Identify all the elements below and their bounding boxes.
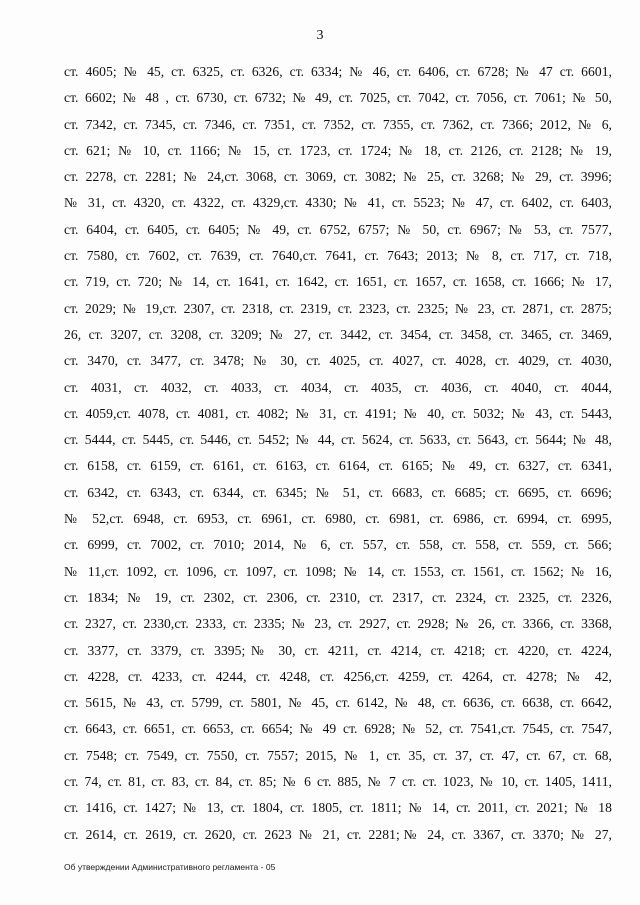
text-line: ст. 6643, ст. 6651, ст. 6653, ст. 6654; № 49 ст. 6928; № 52, ст. 7541,ст. 7545, ст. 7547, [64,721,612,737]
text-line: ст. 6158, ст. 6159, ст. 6161, ст. 6163, ст. 6164, ст. 6165; № 49, ст. 6327, ст. 6341, [64,458,612,474]
text-line: ст. 7580, ст. 7602, ст. 7639, ст. 7640,ст. 7641, ст. 7643; 2013; № 8, ст. 717, ст. 718, [64,248,612,264]
text-line: ст. 3377, ст. 3379, ст. 3395;№ 30, ст. 4211, ст. 4214, ст. 4218; ст. 4220, ст. 4224, [64,642,612,658]
text-line: ст. 2029; № 19,ст. 2307, ст. 2318, ст. 2319, ст. 2323, ст. 2325; № 23, ст. 2871, ст. 2875; [64,300,612,316]
text-line: ст. 2614, ст. 2619, ст. 2620, ст. 2623 № 21, ст. 2281;№ 24, ст. 3367, ст. 3370; № 27, [64,826,612,842]
text-line: ст. 6602; № 48 , ст. 6730, ст. 6732; № 49, ст. 7025, ст. 7042, ст. 7056, ст. 7061; № 50, [64,90,612,106]
text-line: № 52,ст. 6948, ст. 6953, ст. 6961, ст. 6980, ст. 6981, ст. 6986, ст. 6994, ст. 6995, [64,511,612,527]
text-line: ст. 621; № 10, ст. 1166; № 15, ст. 1723, ст. 1724; № 18, ст. 2126, ст. 2128; № 19, [64,142,612,158]
text-line: ст. 4031, ст. 4032, ст. 4033, ст. 4034, ст. 4035, ст. 4036, ст. 4040, ст. 4044, [64,379,612,395]
text-line: ст. 4605; № 45, ст. 6325, ст. 6326, ст. 6334; № 46, ст. 6406, ст. 6728; № 47 ст. 6601, [64,64,612,79]
text-line: ст. 6404, ст. 6405, ст. 6405; № 49, ст. 6752, 6757; № 50, ст. 6967; № 53, ст. 7577, [64,221,612,237]
text-line: ст. 4059,ст. 4078, ст. 4081, ст. 4082; № 31, ст. 4191; № 40, ст. 5032; № 43, ст. 5443, [64,405,612,421]
page-number: 3 [316,28,324,43]
text-line: ст. 719, ст. 720; № 14, ст. 1641, ст. 1642, ст. 1651, ст. 1657, ст. 1658, ст. 1666; № 17, [64,274,612,290]
legal-references-paragraph [64,59,612,848]
text-line: ст. 5615, № 43, ст. 5799, ст. 5801, № 45, ст. 6142, № 48, ст. 6636, ст. 6638, ст. 6642, [64,695,612,711]
document-footer: Об утверждении Административного регламента - 05 [64,862,276,872]
text-line: ст. 3470, ст. 3477, ст. 3478; № 30, ст. 4025, ст. 4027, ст. 4028, ст. 4029, ст. 4030, [64,353,612,369]
text-line: ст. 6342, ст. 6343, ст. 6344, ст. 6345; № 51, ст. 6683, ст. 6685; ст. 6695, ст. 6696; [64,484,612,500]
text-line: № 11,ст. 1092, ст. 1096, ст. 1097, ст. 1098; № 14, ст. 1553, ст. 1561, ст. 1562; № 16, [64,563,612,579]
text-line: ст. 1834; № 19, ст. 2302, ст. 2306, ст. 2310, ст. 2317, ст. 2324, ст. 2325, ст. 2326, [64,589,612,605]
text-line: ст. 2327, ст. 2330,ст. 2333, ст. 2335; № 23, ст. 2927, ст. 2928; № 26, ст. 3366, ст. 3368, [64,616,612,632]
text-line: ст. 2278, ст. 2281; № 24,ст. 3068, ст. 3069, ст. 3082; № 25, ст. 3268; № 29, ст. 3996; [64,169,612,185]
text-line: 26, ст. 3207, ст. 3208, ст. 3209; № 27, ст. 3442, ст. 3454, ст. 3458, ст. 3465, ст. 3469, [64,326,612,342]
text-line: № 31, ст. 4320, ст. 4322, ст. 4329,ст. 4330; № 41, ст. 5523; № 47, ст. 6402, ст. 6403, [64,195,612,211]
text-line: ст. 5444, ст. 5445, ст. 5446, ст. 5452; № 44, ст. 5624, ст. 5633, ст. 5643, ст. 5644; № 48, [64,432,612,448]
text-line: ст. 7548; ст. 7549, ст. 7550, ст. 7557; 2015, № 1, ст. 35, ст. 37, ст. 47, ст. 67, ст. 68, [64,747,612,763]
text-line: ст. 1416, ст. 1427; № 13, ст. 1804, ст. 1805, ст. 1811; № 14, ст. 2011, ст. 2021; № 18 [64,800,612,816]
text-line: ст. 74, ст. 81, ст. 83, ст. 84, ст. 85; № 6 ст. 885, № 7 ст. ст. 1023, № 10, ст. 1405, 1411, [64,774,612,790]
text-line: ст. 6999, ст. 7002, ст. 7010; 2014, № 6, ст. 557, ст. 558, ст. 558, ст. 559, ст. 566; [64,537,612,553]
text-line: ст. 7342, ст. 7345, ст. 7346, ст. 7351, ст. 7352, ст. 7355, ст. 7362, ст. 7366; 2012, № 6, [64,116,612,132]
text-line: ст. 4228, ст. 4233, ст. 4244, ст. 4248, ст. 4256,ст. 4259, ст. 4264, ст. 4278; № 42, [64,668,612,684]
